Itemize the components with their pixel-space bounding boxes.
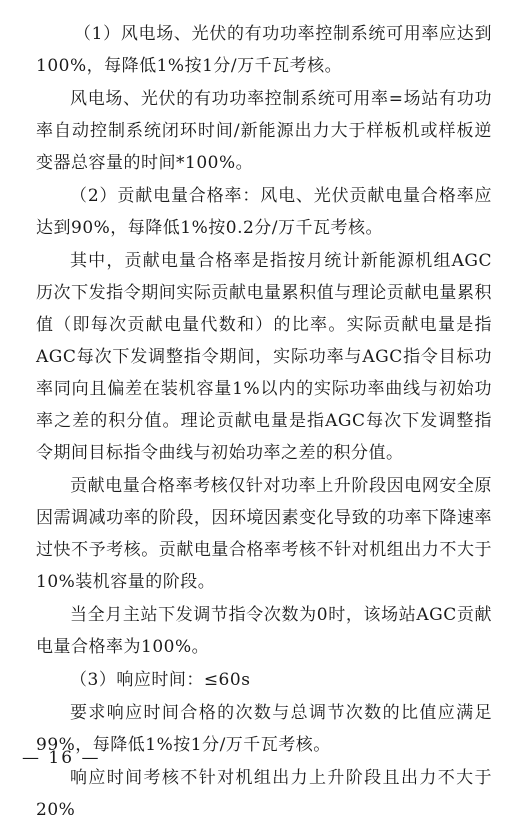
- paragraph-response-time-requirement: 要求响应时间合格的次数与总调节次数的比值应满足99%，每降低1%按1分/万千瓦考核。: [36, 703, 492, 755]
- paragraph-contribution-definition: 其中，贡献电量合格率是指按月统计新能源机组AGC历次下发指令期间实际贡献电量累积值与理论贡献电量累积值（即每次贡献电量代数和）的比率。实际贡献电量是指AGC每次下发调整指令期间，实际功率与AGC指令目标功率同向且偏差在装机容量1%以内的实际功率曲线与初始功率之差的积分值。理论贡献电量是指AGC每次下发调整指令期间目标指令曲线与初始功率之差的积分值。: [36, 251, 492, 463]
- paragraph-availability-formula: 风电场、光伏的有功功率控制系统可用率=场站有功功率自动控制系统闭环时间/新能源出力大于样板机或样板逆变器总容量的时间*100%。: [36, 89, 492, 173]
- page-number: — 16 —: [22, 748, 101, 768]
- document-body: [36, 18, 492, 827]
- paragraph-response-time-heading: （3）响应时间：≤60s: [70, 670, 251, 690]
- paragraph-contribution-requirement: （2）贡献电量合格率：风电、光伏贡献电量合格率应达到90%，每降低1%按0.2分/万千瓦考核。: [36, 186, 492, 238]
- paragraph-availability-requirement: （1）风电场、光伏的有功功率控制系统可用率应达到100%，每降低1%按1分/万千瓦考核。: [36, 24, 492, 76]
- paragraph-zero-commands: 当全月主站下发调节指令次数为0时，该场站AGC贡献电量合格率为100%。: [36, 605, 492, 657]
- paragraph-response-time-scope: 响应时间考核不针对机组出力上升阶段且出力不大于20%: [36, 768, 492, 820]
- paragraph-contribution-scope: 贡献电量合格率考核仅针对功率上升阶段因电网安全原因需调减功率的阶段，因环境因素变化导致的功率下降速率过快不予考核。贡献电量合格率考核不针对机组出力不大于10%装机容量的阶段。: [36, 476, 492, 592]
